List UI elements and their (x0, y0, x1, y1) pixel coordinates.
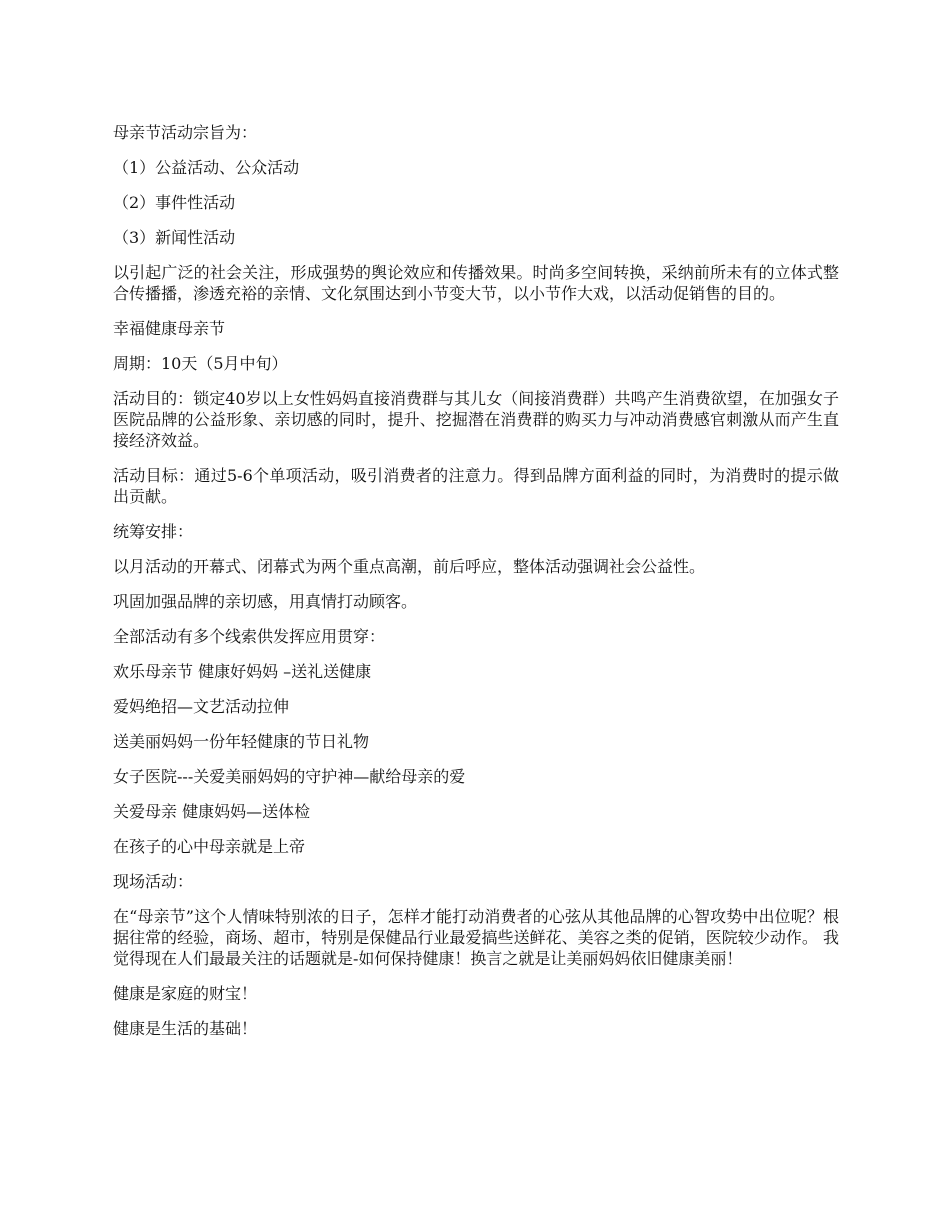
paragraph: 以月活动的开幕式、闭幕式为两个重点高潮，前后呼应，整体活动强调社会公益性。 (113, 557, 706, 576)
paragraph: 欢乐母亲节 健康好妈妈 –送礼送健康 (113, 662, 372, 681)
paragraph: 健康是家庭的财宝！ (113, 984, 258, 1003)
paragraph: 全部活动有多个线索供发挥应用贯穿： (113, 627, 386, 646)
paragraph: 在孩子的心中母亲就是上帝 (113, 837, 306, 856)
paragraph: 幸福健康母亲节 (113, 319, 226, 338)
document-body (113, 122, 839, 1053)
paragraph: （2）事件性活动 (113, 193, 236, 212)
paragraph: 活动目标：通过5-6个单项活动，吸引消费者的注意力。得到品牌方面利益的同时，为消费时的提示做出贡献。 (113, 466, 839, 506)
paragraph: 关爱母亲 健康妈妈—送体检 (113, 802, 311, 821)
paragraph: 健康是生活的基础！ (113, 1019, 258, 1038)
paragraph: 活动目的：锁定40岁以上女性妈妈直接消费群与其儿女（间接消费群）共鸣产生消费欲望，在加强女子医院品牌的公益形象、亲切感的同时，提升、挖掘潜在消费群的购买力与冲动消费感官刺激从而产生直接经济效益。 (113, 389, 839, 450)
paragraph: 女子医院---关爱美丽妈妈的守护神—献给母亲的爱 (113, 767, 466, 786)
paragraph: （1）公益活动、公众活动 (113, 158, 300, 177)
paragraph: 在“母亲节”这个人情味特别浓的日子，怎样才能打动消费者的心弦从其他品牌的心智攻势中出位呢？根据往常的经验，商场、超市，特别是保健品行业最爱搞些送鲜花、美容之类的促销，医院较少动作。 我觉得现在人们最最关注的话题就是-如何保持健康！换言之就是让美丽妈妈依旧健康美丽！ (113, 907, 839, 968)
paragraph: 现场活动： (113, 872, 194, 891)
paragraph: 周期：10天（5月中旬） (113, 354, 288, 373)
paragraph: 巩固加强品牌的亲切感，用真情打动顾客。 (113, 592, 418, 611)
paragraph: （3）新闻性活动 (113, 228, 236, 247)
paragraph: 以引起广泛的社会关注，形成强势的舆论效应和传播效果。时尚多空间转换，采纳前所未有的立体式整合传播播，渗透充裕的亲情、文化氛围达到小节变大节，以小节作大戏，以活动促销售的目的。 (113, 263, 839, 303)
paragraph: 爱妈绝招—文艺活动拉伸 (113, 697, 290, 716)
paragraph: 母亲节活动宗旨为： (113, 123, 258, 142)
paragraph: 送美丽妈妈一份年轻健康的节日礼物 (113, 732, 370, 751)
paragraph: 统筹安排： (113, 522, 194, 541)
